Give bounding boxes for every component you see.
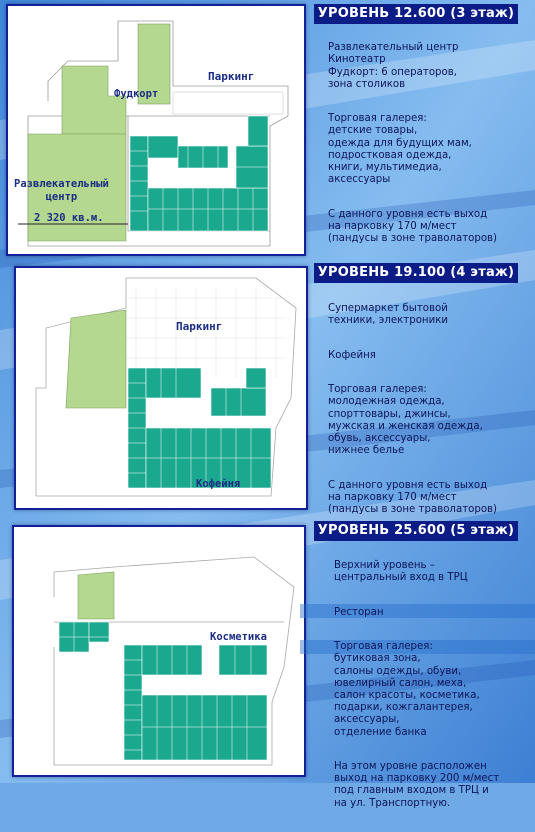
level-info-2 [328, 291, 528, 538]
plan-label-coffee: Кофейня [196, 478, 241, 490]
level-3-paragraph-2: Ресторан [334, 606, 384, 618]
level-title-1: УРОВЕНЬ 12.600 (3 этаж) [314, 4, 518, 24]
level-1-paragraph-1: Развлекательный центр Кинотеатр Фудкорт: 6 операторов, зона столиков [328, 42, 459, 90]
floor-plan-level-2 [16, 268, 306, 508]
plan-label-entertainment: Развлекательный центр [14, 178, 109, 203]
level-2-paragraph-3: Торговая галерея: молодежная одежда, спорттовары, джинсы, мужская и женская одежда, обувь, аксессуары, нижнее белье [328, 384, 483, 457]
level-2-paragraph-1: Супермаркет бытовой техники, электроники [328, 303, 448, 327]
plan-label-area: 2 320 кв.м. [34, 212, 104, 224]
floor-plan-panel-level-3 [12, 525, 306, 777]
level-3-paragraph-4: На этом уровне расположен выход на парковку 200 м/мест под главным входом в ТРЦ и на ул. Транспортную. [334, 761, 500, 809]
level-2-paragraph-4: С данного уровня есть выход на парковку 170 м/мест (пандусы в зоне траволаторов) [328, 479, 498, 516]
floor-plan-panel-level-1 [6, 4, 306, 256]
plan-label-cosmetics: Косметика [210, 631, 267, 643]
level-2-paragraph-2: Кофейня [328, 349, 376, 361]
level-3-paragraph-3: Торговая галерея: бутиковая зона, салоны одежды, обуви, ювелирный салон, меха, салон красоты, косметика, подарки, кожгалантерея, аксессуары, отделение банка [334, 641, 480, 738]
plan-label-foodcourt: Фудкорт [114, 88, 159, 100]
floor-plan-panel-level-2 [14, 266, 308, 510]
level-1-paragraph-2: Торговая галерея: детские товары, одежда для будущих мам, подростковая одежда, книги, мультимедиа, аксессуары [328, 113, 472, 186]
level-3-paragraph-1: Верхний уровень – центральный вход в ТРЦ [334, 560, 468, 584]
level-info-1 [328, 30, 528, 267]
plan-label-parking-level-2: Паркинг [176, 320, 223, 333]
level-info-3 [334, 548, 530, 832]
plan-label-parking: Паркинг [208, 70, 255, 83]
level-title-2: УРОВЕНЬ 19.100 (4 этаж) [314, 263, 518, 283]
level-1-paragraph-3: С данного уровня есть выход на парковку 170 м/мест (пандусы в зоне траволаторов) [328, 208, 498, 245]
floor-plan-level-3 [14, 527, 304, 775]
level-title-3: УРОВЕНЬ 25.600 (5 этаж) [314, 521, 518, 541]
